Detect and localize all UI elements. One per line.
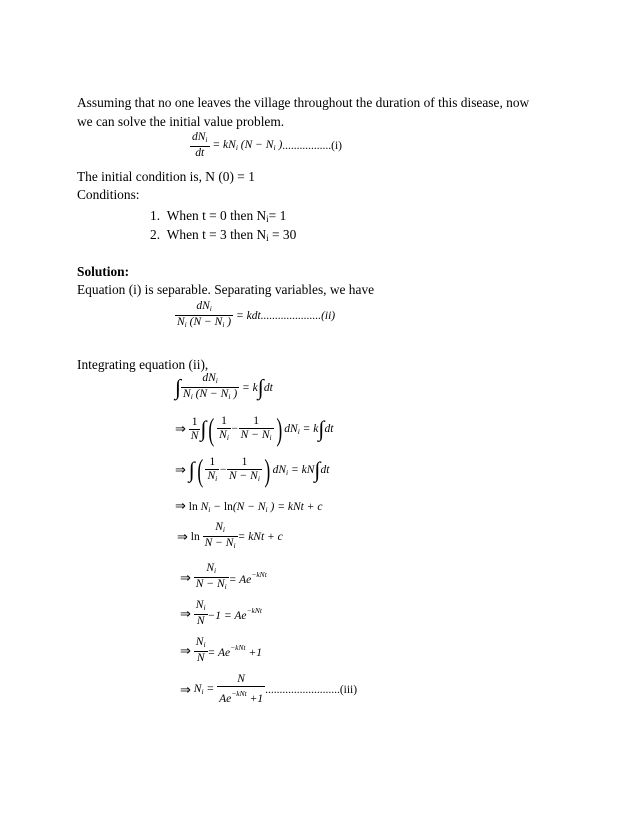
integration-step-5: ⇒ ln $\frac{N_i}{N - N_i}$ = kNt + c (177, 521, 283, 550)
equation-ii: $dN_i$ $N_i$ ($N - N_i$ ) = kdt.....................(ii) (177, 300, 336, 329)
initial-condition: The initial condition is, N (0) = 1 (77, 169, 255, 184)
integration-step-4: ⇒ $\ln N_i - \ln(N - N_i$ ) = kNt + c (175, 498, 323, 514)
paragraph-line-2: we can solve the initial value problem. (77, 114, 285, 129)
equation-iii-tag: ..........................(iii) (265, 683, 358, 696)
integration-step-6: ⇒ $\frac{N_i}{N - N_i}$ = $Ae^{-kNt}$ (180, 562, 267, 591)
integration-step-3: ⇒ ∫( $\frac{1}{N_i}$ − $\frac{1}{N - N_i}$ ) $dN_i = kN\int dt$ (175, 452, 330, 488)
condition-item-2 (150, 226, 296, 247)
condition-number: 1. (150, 208, 161, 223)
condition-number: 2. (150, 227, 161, 242)
equation-ii-tag: = kdt.....................(ii) (236, 309, 336, 322)
integration-step-2: ⇒ $\frac{1}{N}$ ∫( $\frac{1}{N_i}$ − $\frac{1}{N - N_i}$ ) $dN_i = k\int dt$ (175, 411, 334, 447)
equation-i-tag: .................(i) (282, 139, 343, 152)
integration-step-1: ∫ $dN_i$ $N_i$ ($N - N_i$ ) = k∫dt (175, 372, 273, 401)
condition-value: = 1 (268, 208, 287, 223)
condition-sub: i (266, 233, 269, 243)
condition-text: When t = 3 then N (166, 227, 267, 242)
condition-item-1 (150, 207, 286, 228)
solution-text: Equation (i) is separable. Separating variables, we have (77, 282, 375, 297)
equation-i: $dN_i$ dt = $kN_i$ ($N - N_i$ ).................(i) (192, 131, 343, 159)
equation-iii: ⇒ $N_i$ = N $Ae^{-kNt} +1$ ..........................(iii) (180, 673, 358, 705)
paragraph-line-1: Assuming that no one leaves the village throughout the duration of this disease, now (77, 95, 530, 110)
condition-value: = 30 (268, 227, 297, 242)
conditions-label: Conditions: (77, 187, 140, 202)
condition-sub: i (266, 214, 269, 224)
condition-text: When t = 0 then N (166, 208, 267, 223)
integration-step-7: ⇒ $\frac{N_i}{N}$ $-1 = Ae^{-kNt}$ (180, 599, 262, 627)
integration-step-8: ⇒ $\frac{N_i}{N}$ = $Ae^{-kNt} +1$ (180, 636, 262, 664)
solution-heading: Solution: (77, 264, 130, 279)
integrating-text: Integrating equation (ii), (77, 357, 209, 372)
